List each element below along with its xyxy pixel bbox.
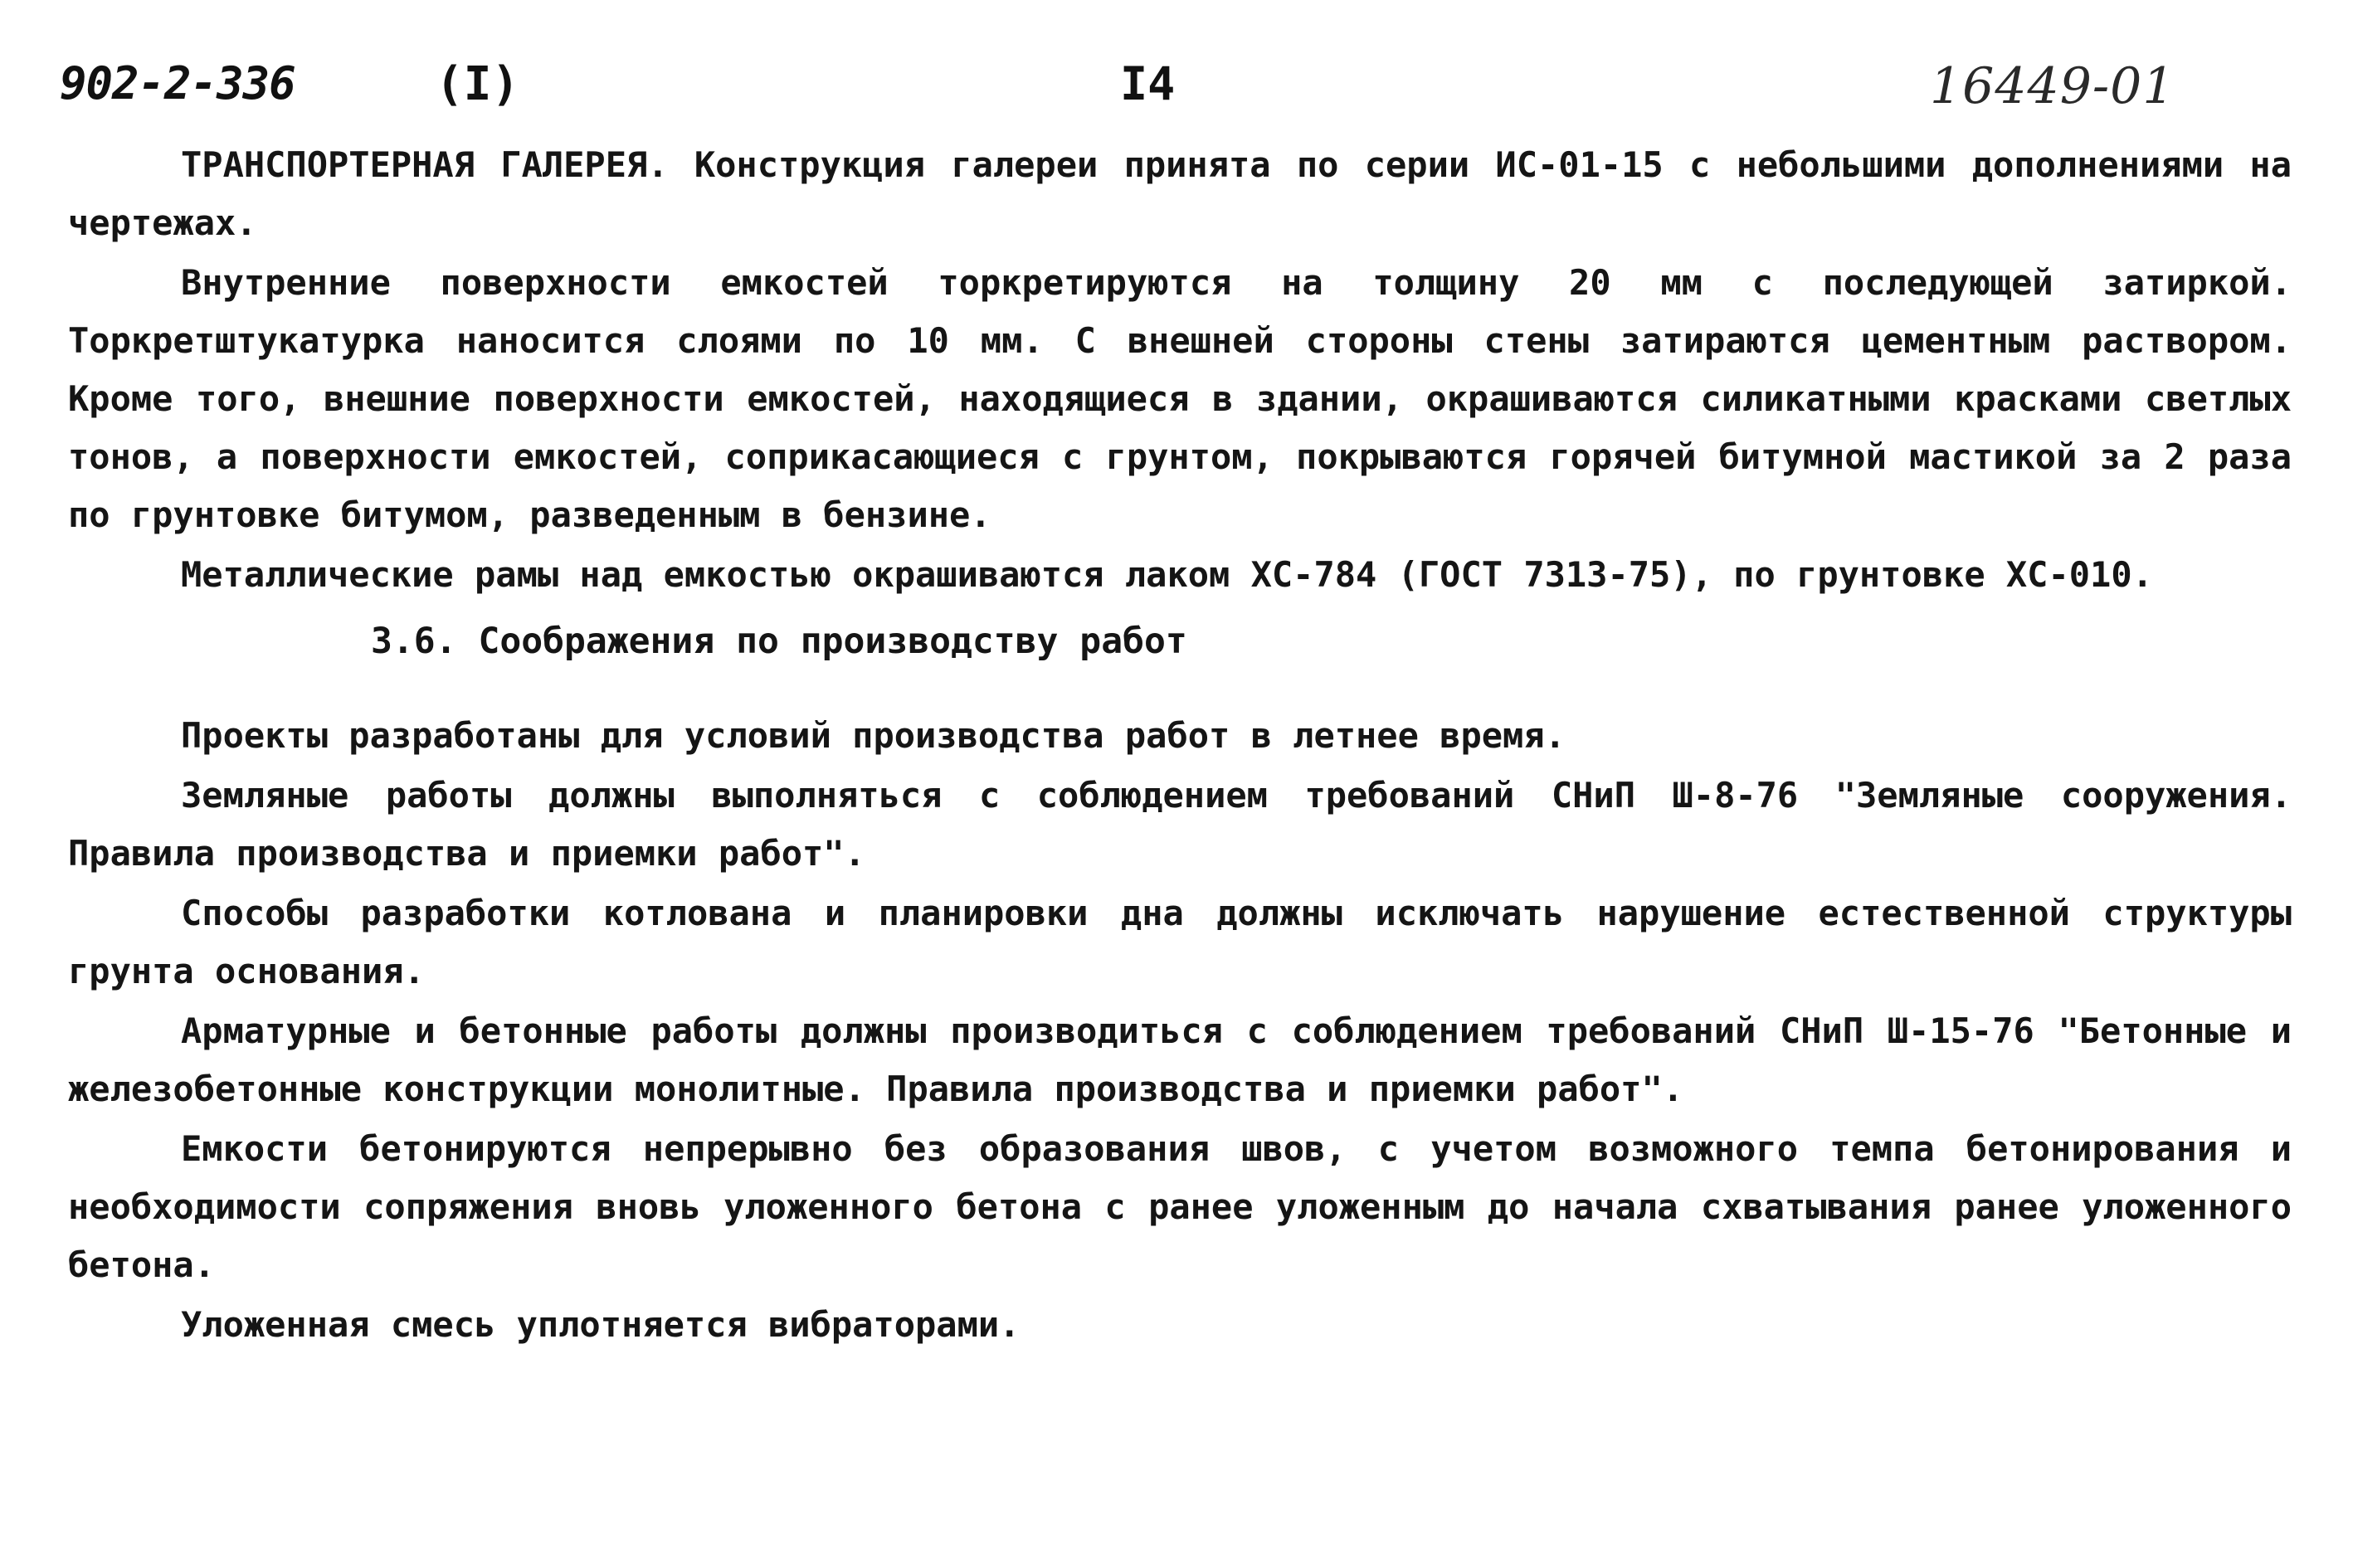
paragraph-compaction: Уложенная смесь уплотняется вибраторами. — [181, 1304, 1021, 1345]
document-code: 902-2-336 — [60, 57, 295, 110]
paragraph-internal-surfaces: Внутренние поверхности емкостей торкретируются на толщину 20 мм с последующей затиркой. Торкретштукатурка наносится слоями по 10 мм. С внешней стороны стены затираются цементным раствором. Кроме того, внешние поверхности емкостей, находящиеся в здании, окрашиваются силикатными красками светлых тонов, а поверхности емкостей, соприкасающиеся с грунтом, покрываются горячей битумной мастикой за 2 раза по грунтовке битумом, разведенным в бензине. — [68, 262, 2292, 535]
paragraph-summer-conditions: Проекты разработаны для условий производства работ в летнее время. — [181, 715, 1566, 756]
paragraph-pit-development: Способы разработки котлована и планировки дна должны исключать нарушение естественной структуры грунта основания. — [68, 893, 2292, 991]
paragraph-tank-concreting: Емкости бетонируются непрерывно без образования швов, с учетом возможного темпа бетонирования и необходимости сопряжения вновь уложенного бетона с ранее уложенным до начала схватывания ранее уложенного бетона. — [68, 1128, 2292, 1285]
paragraph-reinforcement-concrete: Арматурные и бетонные работы должны производиться с соблюдением требований СНиП Ш-15-76 "Бетонные и железобетонные конструкции монолитные. Правила производства и приемки работ". — [68, 1010, 2292, 1109]
paragraph-transporter-gallery: ТРАНСПОРТЕРНАЯ ГАЛЕРЕЯ. Конструкция галереи принята по серии ИС-01-15 с небольшими дополнениями на чертежах. — [68, 144, 2292, 243]
paragraph-earthworks: Земляные работы должны выполняться с соблюдением требований СНиП Ш-8-76 "Земляные сооружения. Правила производства и приемки работ". — [68, 775, 2292, 874]
document-body — [68, 136, 2292, 1354]
sheet-indicator: (I) — [436, 57, 520, 111]
paragraph-metal-frames: Металлические рамы над емкостью окрашиваются лаком ХС-784 (ГОСТ 7313-75), по грунтовке ХС-010. — [181, 554, 2153, 595]
page-number: I4 — [1120, 57, 1176, 110]
handwritten-document-number: 16449-01 — [1930, 57, 2175, 115]
section-heading: 3.6. Соображения по производству работ — [371, 621, 1187, 662]
